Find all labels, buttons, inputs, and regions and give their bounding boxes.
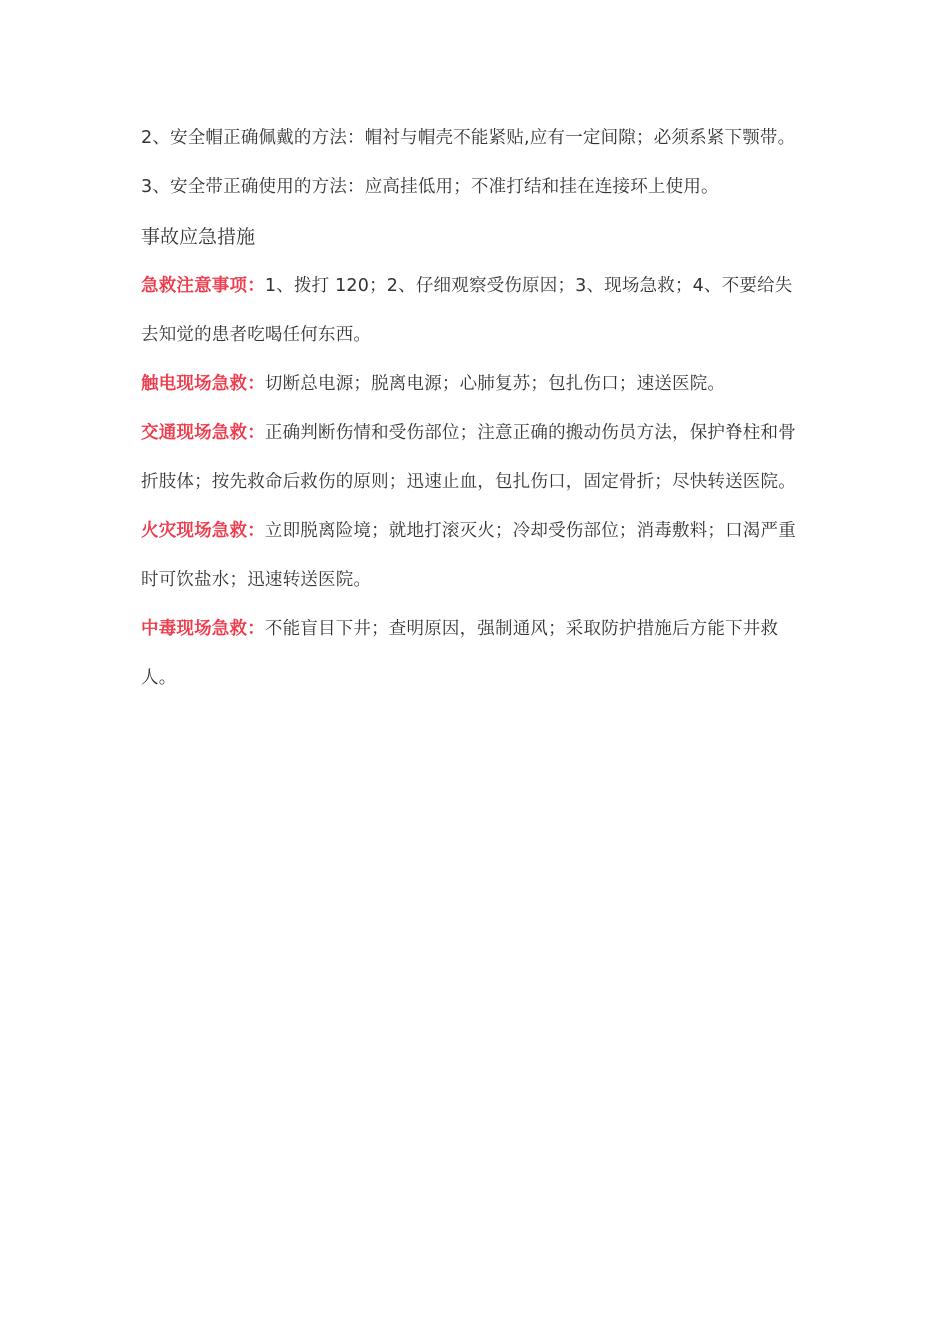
poisoning-aid [141, 605, 801, 703]
first-aid-notes-label: 急救注意事项： [141, 276, 265, 296]
first-aid-notes [141, 262, 801, 360]
poisoning-aid-label: 中毒现场急救： [141, 619, 265, 639]
first-aid-notes-text: 1、拨打 120；2、仔细观察受伤原因；3、现场急救；4、不要给失去知觉的患者吃喝任何东西。 [141, 276, 793, 345]
fire-aid-label: 火灾现场急救： [141, 521, 265, 541]
section-heading: 事故应急措施 [141, 226, 256, 248]
electric-shock-aid-text: 切断总电源；脱离电源；心肺复苏；包扎伤口；速送医院。 [264, 374, 726, 394]
fire-aid-text: 立即脱离险境；就地打滚灭火；冷却受伤部位；消毒敷料；口渴严重时可饮盐水；迅速转送医院。 [141, 521, 796, 590]
safety-belt-instruction: 3、安全带正确使用的方法：应高挂低用；不准打结和挂在连接环上使用。 [141, 177, 719, 197]
traffic-accident-aid [141, 409, 801, 507]
helmet-instruction: 2、安全帽正确佩戴的方法：帽衬与帽壳不能紧贴,应有一定间隙；必须系紧下颚带。 [141, 128, 796, 148]
traffic-accident-aid-text: 正确判断伤情和受伤部位；注意正确的搬动伤员方法，保护脊柱和骨折肢体；按先救命后救伤的原则；迅速止血，包扎伤口，固定骨折；尽快转送医院。 [141, 423, 796, 492]
electric-shock-aid-label: 触电现场急救： [141, 374, 265, 394]
traffic-accident-aid-label: 交通现场急救： [141, 423, 265, 443]
electric-shock-aid [141, 360, 801, 409]
poisoning-aid-text: 不能盲目下井；查明原因，强制通风；采取防护措施后方能下井救人。 [141, 619, 779, 688]
fire-aid [141, 507, 801, 605]
document-body [141, 114, 801, 703]
